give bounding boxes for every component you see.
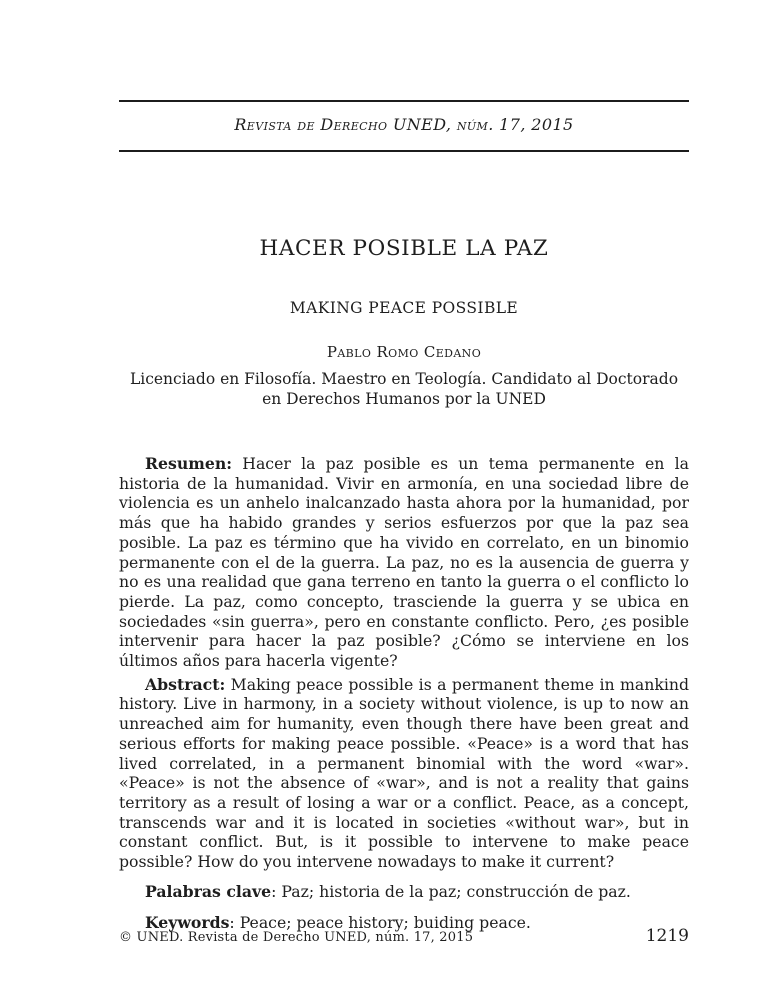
palabras-clave-line: [119, 882, 689, 902]
text-column: [119, 0, 689, 933]
abstract-text: Making peace possible is a permanent theme in mankind history. Live in harmony, in a society without violence, is up to now an unreached aim for humanity, even though there have been great and serious efforts for making peace possible. «Peace» is a word that has lived correlated, in a permanent binomial with the word «war». «Peace» is not the absence of «war», and is not a reality that gains territory as a result of losing a war or a conflict. Peace, as a concept, transcends war and it is located in societies «without war», but in constant conflict. But, is it possible to intervene to make peace possible? How do you intervene nowadays to make it current?: [119, 674, 689, 872]
palabras-clave-text: : Paz; historia de la paz; construcción de paz.: [271, 881, 631, 901]
palabras-clave-label: Palabras clave: [145, 881, 272, 901]
header-rule-bottom: [119, 150, 689, 152]
abstract-paragraph: [119, 675, 689, 872]
affiliation-line-2: en Derechos Humanos por la UNED: [262, 390, 546, 408]
page-footer: [119, 926, 689, 946]
article-subtitle: MAKING PEACE POSSIBLE: [289, 299, 519, 317]
journal-header: Revista de Derecho UNED, núm. 17, 2015: [234, 115, 574, 134]
article-title: HACER POSIBLE LA PAZ: [259, 236, 549, 261]
abstract-label: Abstract:: [145, 674, 226, 694]
keywords-label: Keywords: [145, 912, 230, 932]
resumen-paragraph: [119, 454, 689, 671]
resumen-label: Resumen:: [145, 454, 233, 473]
author-name: Pablo Romo Cedano: [326, 343, 482, 361]
author-affiliation: [119, 369, 689, 409]
copyright-notice: © UNED. Revista de Derecho UNED, núm. 17, 2015: [119, 930, 474, 945]
resumen-text: Hacer la paz posible es un tema permanente en la historia de la humanidad. Vivir en armonía, en una sociedad libre de violencia es un anhelo inalcanzado hasta ahora por la humanidad, por más que ha habido grandes y serios esfuerzos por que la paz sea posible. La paz es término que ha vivido en correlato, en un binomio permanente con el de la guerra. La paz, no es la ausencia de guerra y no es una realidad que gana terreno en tanto la guerra o el conflicto lo pierde. La paz, como concepto, trasciende la guerra y se ubica en sociedades «sin guerra», pero en constante conflicto. Pero, ¿es posible intervenir para hacer la paz posible? ¿Cómo se interviene en los últimos años para hacerla vigente?: [119, 454, 689, 671]
page-number: 1219: [645, 926, 689, 946]
keywords-text: : Peace; peace history; buiding peace.: [229, 912, 531, 932]
affiliation-line-1: Licenciado en Filosofía. Maestro en Teología. Candidato al Doctorado: [129, 370, 679, 388]
